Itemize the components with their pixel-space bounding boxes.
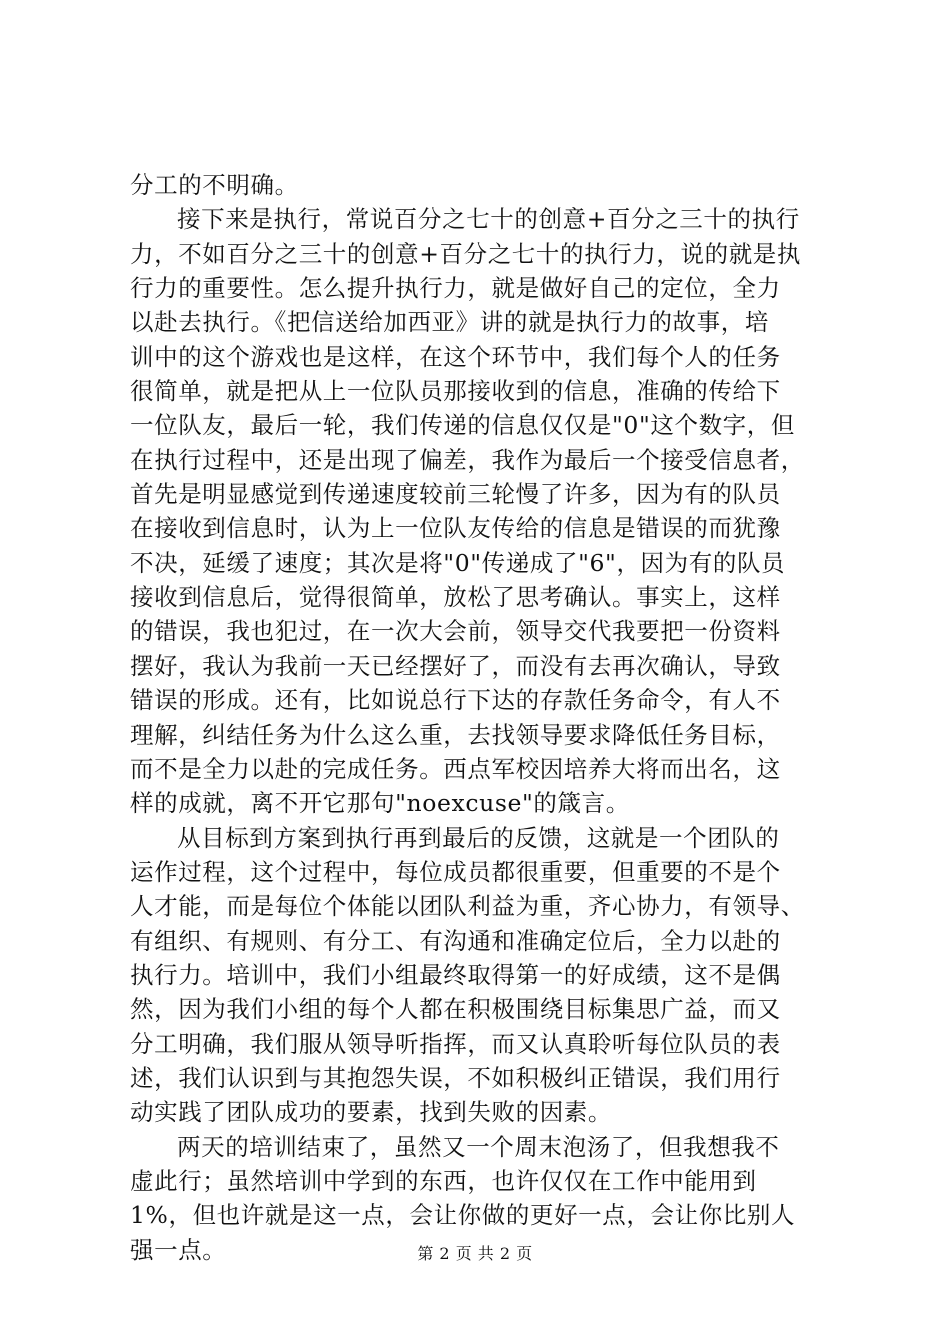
text-line: 虚此行；虽然培训中学到的东西，也许仅仅在工作中能用到: [130, 1166, 757, 1195]
text-line: 而不是全力以赴的完成任务。西点军校因培养大将而出名，这: [130, 754, 781, 783]
text-line: 接收到信息后，觉得很简单，放松了思考确认。事实上，这样: [130, 583, 781, 612]
text-line: 一位队友，最后一轮，我们传递的信息仅仅是"0"这个数字，但: [130, 411, 795, 440]
text-line: 训中的这个游戏也是这样，在这个环节中，我们每个人的任务: [130, 342, 781, 371]
text-line: 在执行过程中，还是出现了偏差，我作为最后一个接受信息者，: [130, 445, 805, 474]
text-line: 动实践了团队成功的要素，找到失败的因素。: [130, 1098, 612, 1127]
document-body: [130, 168, 835, 1267]
text-line: 力，不如百分之三十的创意+百分之七十的执行力，说的就是执: [130, 239, 801, 268]
text-line: 强一点。: [130, 1235, 227, 1264]
text-line: 接下来是执行，常说百分之七十的创意+百分之三十的执行: [177, 205, 800, 234]
text-line: 错误的形成。还有，比如说总行下达的存款任务命令，有人不: [130, 686, 781, 715]
text-line: 述，我们认识到与其抱怨失误，不如积极纠正错误，我们用行: [130, 1063, 781, 1092]
text-line: 执行力。培训中，我们小组最终取得第一的好成绩，这不是偶: [130, 960, 781, 989]
text-line: 的错误，我也犯过，在一次大会前，领导交代我要把一份资料: [130, 617, 781, 646]
text-line: 以赴去执行。《把信送给加西亚》讲的就是执行力的故事，培: [130, 308, 769, 337]
text-line: 有组织、有规则、有分工、有沟通和准确定位后，全力以赴的: [130, 926, 781, 955]
text-line: 摆好，我认为我前一天已经摆好了，而没有去再次确认，导致: [130, 651, 781, 680]
text-line: 不决，延缓了速度；其次是将"0"传递成了"6"，因为有的队员: [130, 548, 786, 577]
page-footer: 第 2 页 共 2 页: [417, 1244, 533, 1263]
text-line: 运作过程，这个过程中，每位成员都很重要，但重要的不是个: [130, 857, 781, 886]
text-line: 1%，但也许就是这一点，会让你做的更好一点，会让你比别人: [130, 1201, 796, 1230]
text-line: 样的成就，离不开它那句"noexcuse"的箴言。: [130, 789, 630, 818]
text-line: 人才能，而是每位个体能以团队利益为重，齐心协力，有领导、: [130, 892, 805, 921]
text-line: 首先是明显感觉到传递速度较前三轮慢了许多，因为有的队员: [130, 480, 781, 509]
text-line: 在接收到信息时，认为上一位队友传给的信息是错误的而犹豫: [130, 514, 781, 543]
text-line: 然，因为我们小组的每个人都在积极围绕目标集思广益，而又: [130, 995, 781, 1024]
text-line: 理解，纠结任务为什么这么重，去找领导要求降低任务目标，: [130, 720, 781, 749]
text-line: 行力的重要性。怎么提升执行力，就是做好自己的定位，全力: [130, 274, 781, 303]
text-line: 从目标到方案到执行再到最后的反馈，这就是一个团队的: [177, 823, 780, 852]
text-line: 分工的不明确。: [130, 171, 299, 199]
text-line: 很简单，就是把从上一位队员那接收到的信息，准确的传给下: [130, 377, 781, 406]
text-line: 两天的培训结束了，虽然又一个周末泡汤了，但我想我不: [177, 1132, 780, 1161]
text-line: 分工明确，我们服从领导听指挥，而又认真聆听每位队员的表: [130, 1029, 781, 1058]
